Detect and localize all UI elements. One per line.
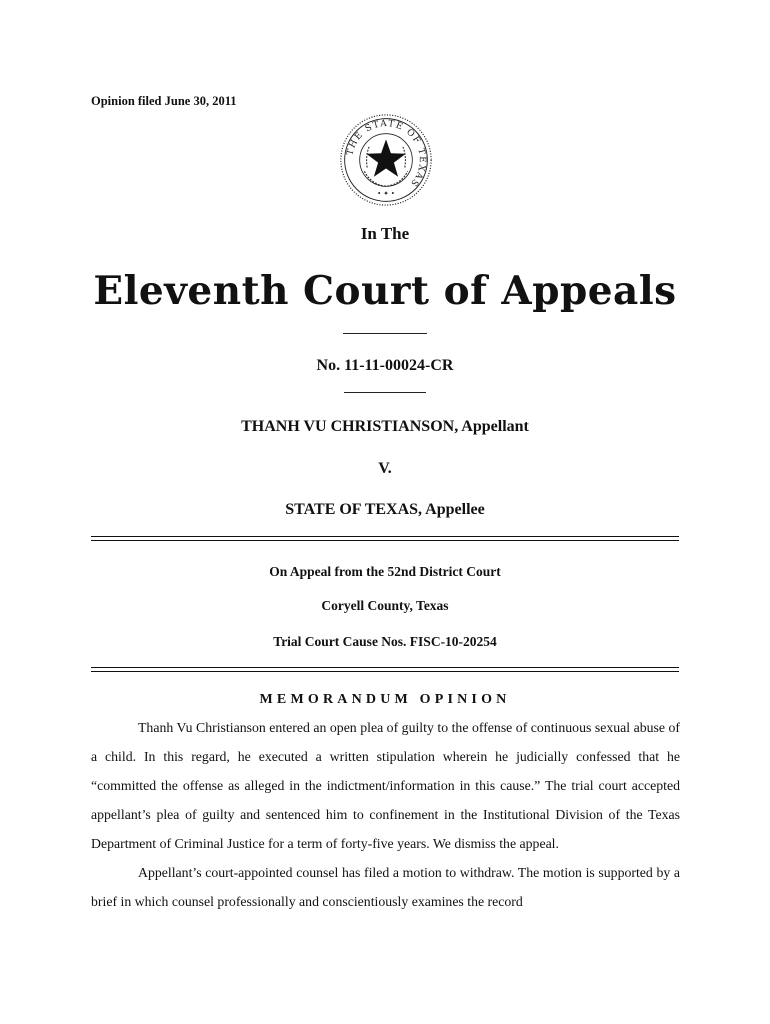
double-rule-upper — [91, 536, 679, 541]
appellee-name: STATE OF TEXAS, Appellee — [285, 501, 485, 518]
svg-text:• ✦ •: • ✦ • — [377, 189, 395, 198]
opinion-filed-date: Opinion filed June 30, 2011 — [91, 94, 237, 108]
case-number: No. 11-11-00024-CR — [316, 357, 454, 374]
opinion-paragraph: Appellant’s court-appointed counsel has filed a motion to withdraw. The motion is supported by a brief in which counsel professionally and conscientiously examines the record — [91, 865, 680, 909]
appeal-county: Coryell County, Texas — [321, 598, 449, 613]
opinion-paragraph: Thanh Vu Christianson entered an open plea of guilty to the offense of continuous sexual abuse of a child. In this regard, he executed a written stipulation wherein he judicially confessed that he “committed the offense as alleged in the indictment/information in this cause.” The trial court accepted appellant’s plea of guilty and sentenced him to confinement in the Institutional Division of the Texas Department of Criminal Justice for a term of forty-five years. We dismiss the appeal. — [91, 720, 680, 851]
appellant-name: THANH VU CHRISTIANSON, Appellant — [241, 418, 529, 435]
in-the-heading: In The — [360, 224, 410, 243]
double-rule-lower — [91, 667, 679, 672]
appeal-from-court: On Appeal from the 52nd District Court — [269, 564, 501, 579]
state-of-texas-seal-icon — [339, 113, 433, 207]
trial-court-cause: Trial Court Cause Nos. FISC-10-20254 — [273, 634, 497, 649]
svg-text:THE STATE OF TEXAS: THE STATE OF TEXAS — [345, 119, 427, 189]
versus-label: V. — [378, 460, 392, 477]
memorandum-opinion-heading: MEMORANDUM OPINION — [259, 692, 511, 707]
opinion-body — [91, 713, 680, 916]
divider-rule-bottom — [344, 392, 426, 393]
divider-rule-top — [343, 333, 427, 334]
court-name-heading: Eleventh Court of Appeals — [93, 268, 677, 314]
